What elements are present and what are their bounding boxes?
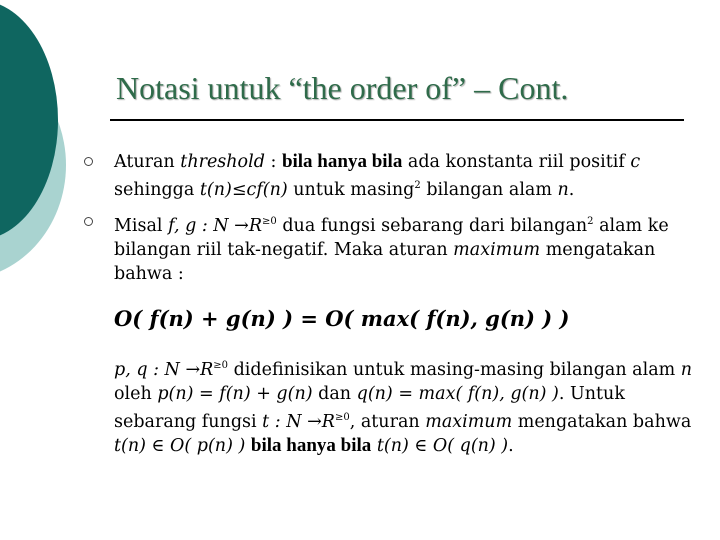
arrow-icon: →	[234, 216, 249, 236]
text: didefinisikan untuk masing-masing bilangan alam	[228, 360, 681, 380]
slide-title: Notasi untuk “the order of” – Cont.	[116, 70, 569, 106]
t-in-o-q: t(n) ∈ O( q(n) )	[376, 436, 509, 456]
bila-hanya-bila: bila hanya bila	[250, 435, 372, 456]
superscript: ≥0	[334, 412, 350, 423]
text: ada konstanta riil positif	[402, 152, 631, 172]
reals: R	[248, 216, 263, 236]
text: oleh	[114, 384, 158, 404]
text: :	[264, 152, 282, 172]
bullet-marker-2	[84, 217, 93, 226]
text: , aturan	[349, 412, 426, 432]
mapping: p, q : N	[114, 360, 186, 380]
superscript: 2	[587, 216, 594, 227]
reals: R	[321, 412, 335, 432]
maximum-rule-formula: O( f(n) + g(n) ) = O( max( f(n), g(n) ) )	[114, 306, 570, 331]
text: . Untuk sebarang fungsi	[114, 384, 625, 432]
text: untuk masing	[287, 180, 415, 200]
superscript: ≥0	[213, 360, 229, 371]
text: mengatakan bahwa	[512, 412, 692, 432]
var-c: c	[630, 152, 641, 172]
decorative-circles	[0, 0, 80, 540]
superscript: 2	[414, 180, 421, 191]
inequality: t(n)≤cf(n)	[199, 180, 288, 200]
arrow-icon: →	[185, 360, 201, 380]
var-n: n	[557, 180, 569, 200]
q-definition: q(n) = max( f(n), g(n) )	[356, 384, 559, 404]
text: dua fungsi sebarang dari bilangan	[276, 216, 588, 236]
p-definition: p(n) = f(n) + g(n)	[157, 384, 313, 404]
reals: R	[200, 360, 214, 380]
t-in-o-p: t(n) ∈ O( p(n) )	[114, 436, 246, 456]
arrow-icon: →	[307, 412, 322, 432]
title-underline	[110, 119, 684, 121]
threshold-term: threshold	[180, 152, 265, 172]
bila-hanya-bila: bila hanya bila	[281, 151, 403, 172]
text: .	[508, 436, 514, 456]
text: Misal	[114, 216, 169, 236]
maximum-term: maximum	[425, 412, 513, 432]
superscript: ≥0	[262, 216, 277, 227]
text: mengatakan bahwa :	[114, 240, 656, 284]
bullet-1-text	[114, 150, 694, 202]
bullet-marker-1	[84, 157, 93, 166]
var-n: n	[680, 360, 693, 380]
maximum-term: maximum	[453, 240, 541, 260]
text: .	[568, 180, 575, 200]
bullet-2-text	[114, 210, 694, 286]
t-mapping: t : N	[262, 412, 308, 432]
text: dan	[312, 384, 357, 404]
text: sehingga	[114, 180, 200, 200]
text: Aturan	[114, 152, 181, 172]
text: bilangan alam	[420, 180, 558, 200]
mapping: f, g : N	[168, 216, 235, 236]
text: alam ke bilangan riil tak-negatif. Maka aturan	[114, 216, 669, 260]
definition-paragraph	[114, 354, 694, 458]
